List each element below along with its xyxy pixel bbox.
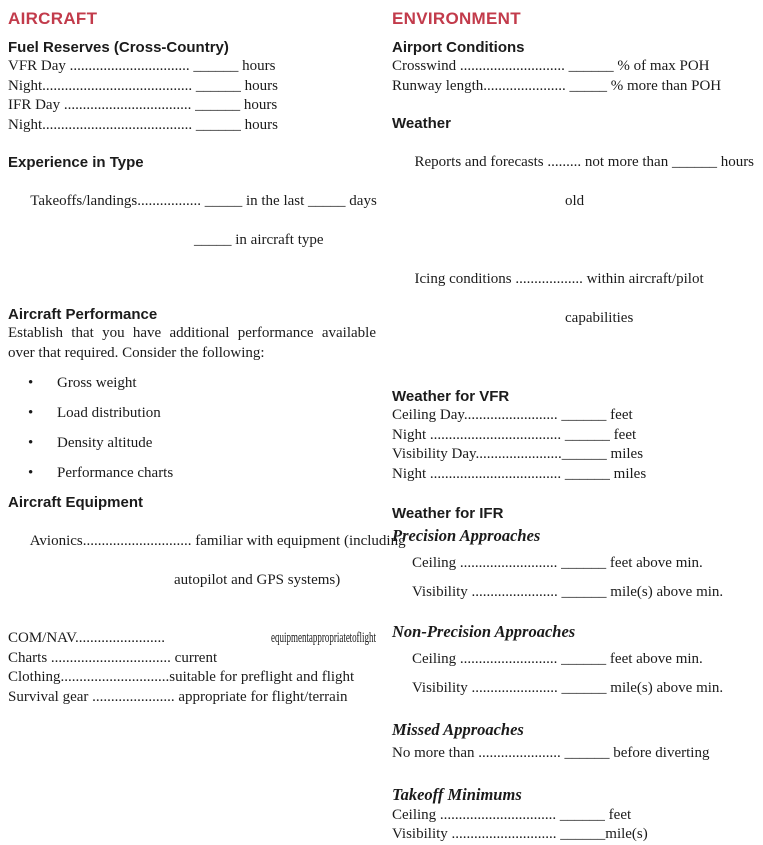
form-line-precision-visibility: Visibility ....................... ______ mile(s) above min. xyxy=(412,583,724,600)
form-line-night-2: Night........................................ ______ hours xyxy=(8,116,278,133)
icing-line-2: capabilities xyxy=(565,309,634,326)
list-item xyxy=(8,433,376,453)
form-line-charts: Charts ................................ current xyxy=(8,649,218,666)
bullet-label: Performance charts xyxy=(57,465,174,481)
bullet-label: Load distribution xyxy=(57,405,161,421)
form-line-takeoff-ceiling: Ceiling ............................... ______ feet xyxy=(392,806,632,823)
bullet-icon: • xyxy=(28,465,34,481)
performance-paragraph: Establish that you have additional performance available over that required. Consider the following: xyxy=(8,325,376,361)
list-item xyxy=(8,463,376,483)
avionics-line-1: Avionics............................. familiar with equipment (including xyxy=(29,532,406,549)
com-nav-label: COM/NAV........................ xyxy=(8,630,165,646)
bullet-icon: • xyxy=(28,405,34,421)
heading-experience-in-type: Experience in Type xyxy=(8,154,144,171)
performance-bullet-list xyxy=(8,373,376,483)
form-line-visibility-day: Visibility Day.......................______ miles xyxy=(392,446,644,462)
environment-column xyxy=(392,8,758,845)
form-line-vfr-day: VFR Day ................................ ______ hours xyxy=(8,58,276,74)
form-line-icing-conditions xyxy=(392,250,758,367)
heading-non-precision-approaches: Non-Precision Approaches xyxy=(392,622,576,641)
reports-line-1: Reports and forecasts ......... not more than ______ hours xyxy=(414,153,755,170)
heading-precision-approaches: Precision Approaches xyxy=(392,526,541,545)
form-line-ifr-day: IFR Day .................................. ______ hours xyxy=(8,97,278,113)
heading-takeoff-minimums: Takeoff Minimums xyxy=(392,784,522,804)
heading-fuel-reserves: Fuel Reserves (Cross-Country) xyxy=(8,39,229,56)
form-line-ceiling-night: Night ................................... ______ feet xyxy=(392,426,637,443)
form-line-avionics xyxy=(8,512,406,629)
takeoffs-line-1: Takeoffs/landings................. _____ in the last _____ days xyxy=(30,192,377,209)
bullet-label: Gross weight xyxy=(57,375,137,391)
form-line-no-more-than: No more than ...................... ______ before diverting xyxy=(392,745,710,761)
form-line-crosswind: Crosswind ............................ ______ % of max POH xyxy=(392,58,710,74)
bullet-icon: • xyxy=(28,435,34,451)
takeoffs-line-2: _____ in aircraft type xyxy=(194,231,324,248)
form-line-takeoffs-landings xyxy=(8,172,376,289)
list-item xyxy=(8,403,376,423)
form-line-ceiling-day: Ceiling Day......................... ______ feet xyxy=(392,407,633,423)
icing-line-1: Icing conditions .................. within aircraft/pilot xyxy=(414,270,704,287)
section-title-environment: ENVIRONMENT xyxy=(392,9,521,28)
form-line-survival-gear: Survival gear ...................... appropriate for flight/terrain xyxy=(8,688,348,705)
heading-aircraft-equipment: Aircraft Equipment xyxy=(8,494,144,511)
reports-line-2: old xyxy=(565,192,585,209)
form-line-reports-forecasts xyxy=(392,133,758,250)
heading-weather-for-vfr: Weather for VFR xyxy=(392,388,510,405)
form-line-clothing: Clothing.............................suitable for preflight and flight xyxy=(8,669,355,685)
form-line-takeoff-visibility: Visibility ............................ ______mile(s) xyxy=(392,826,648,842)
com-nav-value: equipment appropriate to flight xyxy=(270,630,376,646)
bullet-label: Density altitude xyxy=(57,435,153,451)
heading-weather-for-ifr: Weather for IFR xyxy=(392,505,504,522)
heading-missed-approaches: Missed Approaches xyxy=(392,720,524,739)
form-line-com-nav xyxy=(8,629,376,649)
form-line-runway-length: Runway length...................... _____ % more than POH xyxy=(392,77,722,94)
form-line-night-1: Night........................................ ______ hours xyxy=(8,77,278,94)
list-item xyxy=(8,373,376,393)
avionics-line-2: autopilot and GPS systems) xyxy=(174,571,341,588)
form-line-nonprecision-visibility: Visibility ....................... ______ mile(s) above min. xyxy=(412,679,724,696)
form-line-precision-ceiling: Ceiling .......................... ______ feet above min. xyxy=(412,555,703,571)
aircraft-column xyxy=(8,8,406,845)
section-title-aircraft: AIRCRAFT xyxy=(8,9,98,28)
heading-weather: Weather xyxy=(392,115,451,132)
form-line-nonprecision-ceiling: Ceiling .......................... ______ feet above min. xyxy=(412,651,703,667)
bullet-icon: • xyxy=(28,375,34,391)
heading-aircraft-performance: Aircraft Performance xyxy=(8,306,158,323)
form-line-visibility-night: Night ................................... ______ miles xyxy=(392,465,647,482)
heading-airport-conditions: Airport Conditions xyxy=(392,39,525,56)
